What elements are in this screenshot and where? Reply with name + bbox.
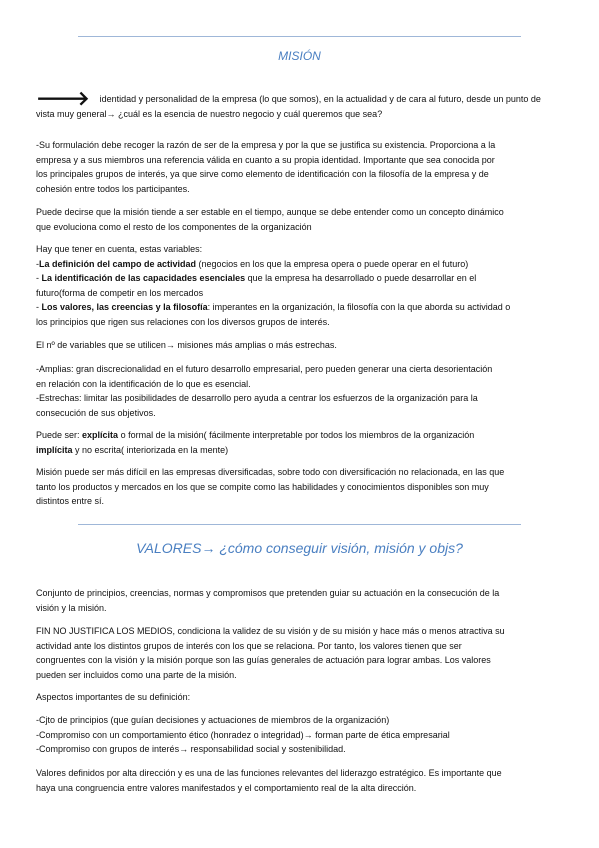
variable-item-2: - La identificación de las capacidades esenciales que la empresa ha desarrollado o puede desarrollar en el <box>36 273 477 283</box>
mision-dificil <box>36 465 566 509</box>
text-span: o formal de la misión( fácilmente interpretable por todos los miembros de la organización <box>118 430 475 440</box>
text-line: pueden ser incluidos como una parte de la misión. <box>36 669 237 680</box>
list-item: -Cjto de principios (que guían decisiones y actuaciones de miembros de la organización) <box>36 715 390 725</box>
text-line: visión y la misión. <box>36 602 107 613</box>
variable-3-bold: Los valores, las creencias y la filosofía <box>41 302 208 312</box>
text-line: que evoluciona como el resto de los componentes de la organización <box>36 221 312 232</box>
variable-3-text: : imperantes en la organización, la filosofía con la que aborda su actividad o <box>207 302 511 312</box>
intro-line-2: vista muy general→ ¿cuál es la esencia de nuestro negocio y cuál queremos que sea? <box>36 108 383 119</box>
text-line: Conjunto de principios, creencias, normas y compromisos que pretenden guiar su actuación en la consecución de la <box>36 588 500 598</box>
text-line: en relación con la identificación de lo que es esencial. <box>36 378 251 389</box>
valores-conjunto <box>36 586 566 615</box>
top-divider <box>78 36 521 37</box>
text-line: cohesión entre todos los participantes. <box>36 183 190 194</box>
text-line: actividad ante los distintos grupos de interés con los que se relaciona. Por tanto, los valores tienen que ser <box>36 640 462 651</box>
variable-1-text: (negocios en los que la empresa opera o puede operar en el futuro) <box>196 258 469 269</box>
variable-item-2-cont: futuro(forma de competir en los mercados <box>36 287 204 298</box>
text-line: Misión puede ser más difícil en las empresas diversificadas, sobre todo con diversificación no relacionada, en las que <box>36 467 505 477</box>
text-line: Aspectos importantes de su definición: <box>36 692 191 702</box>
text-line: El nº de variables que se utilicen→ misiones más amplias o más estrechas. <box>36 340 337 350</box>
text-span: Puede ser: <box>36 430 83 440</box>
variable-1-bold: La definición del campo de actividad <box>39 258 197 269</box>
mision-formulation <box>36 138 566 196</box>
text-line: -Estrechas: limitar las posibilidades de desarrollo pero ayuda a centrar los esfuerzos de la organización para la <box>36 393 478 403</box>
mision-intro <box>36 88 566 121</box>
list-item: -Compromiso con grupos de interés→ responsabilidad social y sostenibilidad. <box>36 744 346 754</box>
mision-puede-ser <box>36 428 566 457</box>
variables-intro: Hay que tener en cuenta, estas variables: <box>36 244 203 254</box>
variable-item-1: -La definición del campo de actividad (negocios en los que la empresa opera o puede operar en el futuro) <box>36 258 469 269</box>
text-line: consecución de sus objetivos. <box>36 407 156 418</box>
text-line: empresa y a sus miembros una referencia válida en cuanto a su propia identidad. Importante que sea conocida por <box>36 154 495 165</box>
intro-line-1: identidad y personalidad de la empresa (lo que somos), en la actualidad y de cara al futuro, desde un punto de <box>99 94 541 104</box>
mision-variables <box>36 242 566 329</box>
text-line: -Amplias: gran discrecionalidad en el futuro desarrollo empresarial, pero pueden generar una cierta desorientación <box>36 364 493 374</box>
implicita-bold: implícita <box>36 444 73 455</box>
arrow-right-icon: 🡒 <box>36 88 90 110</box>
text-line <box>36 443 566 458</box>
variable-2-text: que la empresa ha desarrollado o puede desarrollar en el <box>245 273 477 283</box>
text-line: los principales grupos de interés, ya que sirve como elemento de identificación con la filosofía de la empresa y de <box>36 169 489 179</box>
text-line: distintos entre sí. <box>36 496 105 506</box>
text-line: haya una congruencia entre valores manifestados y el comportamiento real de la alta dirección. <box>36 782 417 793</box>
mision-amplias-estrechas <box>36 362 566 420</box>
text-line <box>36 428 566 443</box>
variable-2-bold: La identificación de las capacidades esenciales <box>41 273 246 283</box>
valores-heading: VALORES→ ¿cómo conseguir visión, misión y objs? <box>136 540 463 556</box>
valores-aspectos <box>36 713 566 757</box>
text-line: FIN NO JUSTIFICA LOS MEDIOS, condiciona la validez de su visión y de su misión y hace más o menos atractiva su <box>36 626 505 636</box>
text-line: Puede decirse que la misión tiende a ser estable en el tiempo, aunque se debe entender como un concepto dinámico <box>36 207 504 217</box>
text-line: Valores definidos por alta dirección y es una de las funciones relevantes del liderazgo estratégico. Es importante que <box>36 768 502 778</box>
middle-divider <box>78 524 521 525</box>
variable-item-3-cont: los principios que rigen sus relaciones con los diversos grupos de interés. <box>36 316 330 327</box>
variable-item-3: - Los valores, las creencias y la filosofía: imperantes en la organización, la filosofía con la que aborda su actividad o <box>36 302 511 312</box>
valores-fin <box>36 624 566 682</box>
text-line: -Su formulación debe recoger la razón de ser de la empresa y por la que se justifica su existencia. Proporciona a la <box>36 140 496 150</box>
valores-aspectos-title <box>36 690 566 705</box>
valores-definidos <box>36 766 566 795</box>
text-line: congruentes con la visión y la misión porque son las guías generales de actuación para lograr ambas. Los valores <box>36 655 491 665</box>
mision-heading: MISIÓN <box>278 49 321 63</box>
list-item: -Compromiso con un comportamiento ético (honradez o integridad)→ forman parte de ética empresarial <box>36 729 450 740</box>
text-line: tanto los productos y mercados en los que se compite como las habilidades y conocimientos disponibles son muy <box>36 481 489 492</box>
mision-stability <box>36 205 566 234</box>
explicita-bold: explícita <box>82 430 119 440</box>
text-span: y no escrita( interiorizada en la mente) <box>72 444 229 455</box>
mision-num-variables <box>36 338 566 353</box>
